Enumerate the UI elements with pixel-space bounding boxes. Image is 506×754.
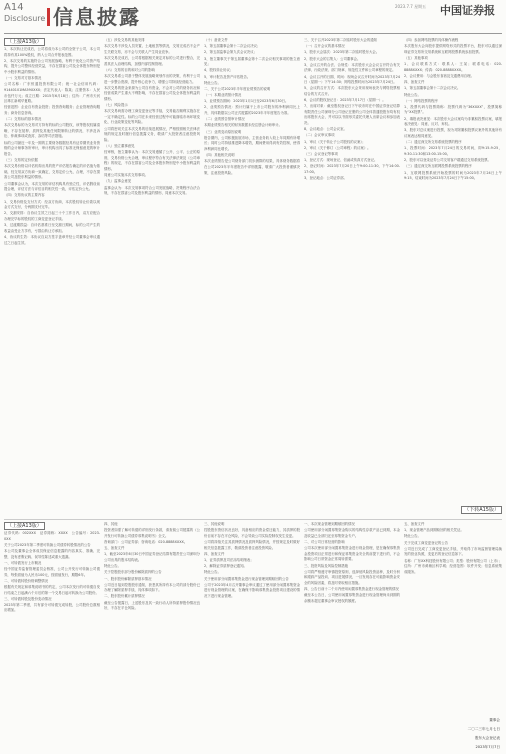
issue-date: 2023.7.7 星期五 [395,4,427,9]
paragraph: 1、会议联系方式：联系人：王某；联系电话：020-8888XXXX；传真：020-8888XXXX。 [404,62,502,72]
section-name-en: Disclosure [4,14,46,23]
paragraph: 关于控股股东部分股份解除质押的公告 [104,570,162,575]
paragraph: 五、备查文件 [104,546,125,551]
paragraph: 1、证券质押及司法冻结明细表； [204,557,254,562]
paragraph: 四、备查文件 [404,80,425,85]
paragraph: 本次股东大会向股东提供网络形式的投票平台，股东可以通过深圳证券交易所交易系统和互联网投票系统参加投票。 [404,44,502,54]
paragraph: 1、第五届董事会第十二次会议决议。 [404,86,461,91]
section-divider [4,519,502,520]
paragraph: 2、审议《关于修订〈公司章程〉的议案》。 [304,145,371,150]
paragraph: 2、填报表决意见：本次股东大会议案均为非累积投票议案，填报表决意见：同意、反对、弃权。 [404,116,502,127]
text-column-2 [104,522,200,745]
disclosure-notice-lower [4,522,502,750]
paragraph: 公司将持续关注其质押情况及质押风险情况，并按规定及时做好相关信息披露工作，敬请投资者注意投资风险。 [204,539,300,550]
paragraph: 根据有关规定和募集说明书的约定，公司本次发行的可转债自发行结束之日起满六个月后的第一个交易日起可转换为公司股份。 [4,584,100,595]
paragraph: 四、其他 [104,522,118,526]
text-column-1 [4,47,100,515]
newspaper-masthead: 中国证券报 [440,4,495,17]
paragraph: （五）涉及交易的其他安排 [104,38,145,42]
paragraph: 二、对公司日常经营的影响 [304,539,345,544]
page-code: A14 [4,2,24,13]
paragraph: 报告期内，公司积极拓展市场，主营业务收入较上年同期有所增长；同时公司持续推进降本增效，期间费用得到有效控制，使得净利润同比增长。 [204,135,300,151]
text-column-3 [204,38,300,515]
section-name-cn: 信息披露 [53,5,141,29]
paragraph: 二、股东股份累计质押情况 [104,594,145,599]
paragraph: 投资者如需了解可转债的详细发行条款，请查阅公司披露的《公开发行可转换公司债券募集说明书》全文。 [104,528,200,538]
paragraph: 特此公告。 [404,92,421,97]
paragraph: 四、公告日前十二个月内使用闲置募集资金进行现金管理的情况 [304,587,399,592]
disclosure-notice-upper [4,38,502,518]
paragraph: 3、登记地点：公司证券部。 [304,176,347,181]
paragraph: 1、业绩预告期间：2023年1月1日至2023年6月30日。 [204,99,289,104]
text-column-5 [404,38,502,504]
paragraph: 本期业绩预告相关的财务数据未经注册会计师审计。 [204,123,282,128]
paragraph: 5、审计报告及资产评估报告。 [204,74,251,79]
paragraph: 一、股东股份解除质押基本情况 [104,576,152,581]
paragraph: 董事会 [489,717,500,722]
paragraph: 1、登记方式：现场登记、信函或传真方式登记。 [304,158,378,163]
paragraph: 5、会议的召开方式：本次股东大会采用现场表决与网络投票相结合的方式召开。 [304,86,400,96]
paragraph: 二、关于公司2023年半年度业绩预告的说明 [204,86,271,91]
paragraph: 四、备查文件 [204,551,225,556]
paragraph: 1、现金管理产品到期赎回的相关凭证。 [404,528,464,533]
paragraph: 股东大会登记表 [474,735,500,740]
paragraph: 2、股东大会的召集人：公司董事会。 [304,56,361,61]
paragraph: 3、会议召开的合法、合规性：本次股东大会会议召开符合有关法律、行政法规、部门规章、规范性文件和公司章程的规定。 [304,62,400,73]
header-rule [4,33,502,34]
text-column-3 [204,522,300,745]
paragraph: 证券代码：002XXX 证券简称：XXXX 公告编号：2023-0XX [4,531,100,541]
paragraph: （二）通过深交所交易系统投票的程序 [404,140,462,145]
paragraph: （九）监事会意见 [104,179,132,184]
page-header [0,0,506,36]
paragraph: 本次交易系公司基于整体发展战略规划作出的决策，有利于公司进一步整合资源，提升核心竞争力，增强公司持续经营能力。 [104,73,200,84]
paragraph: 本次交易的资金来源为公司自有资金，不会对公司的财务状况和经营成果产生重大不利影响，不存在损害公司及全体股东利益的情形。 [104,85,200,101]
paragraph: 特此公告。 [204,80,221,85]
paragraph: 公司于2023年4月召开董事会审议通过了使用部分闲置募集资金进行现金管理的议案，在确保不影响募集资金投资项目建设的情况下进行现金管理。 [204,582,300,598]
paragraph: 4、会议召开的日期、时间：现场会议召开时间为2023年7月24日（星期一）下午14:30；网络投票时间为2023年7月24日。 [304,74,400,85]
paragraph: 三、投资风险及风险控制措施 [304,563,349,568]
paragraph: 本次交易完成后，公司将根据相关规定对标的公司进行整合，完善其法人治理结构，加强内部控制管理。 [104,55,200,66]
paragraph: 本次业绩预告是公司财务部门初步测算的结果，具体财务数据将在公司2023年半年度报告中详细披露，敬请广大投资者谨慎决策，注意投资风险。 [204,159,300,175]
paragraph: （十）备查文件 [204,38,228,42]
paragraph: （一）本期业绩预计情况 [204,93,242,98]
paragraph: （二）会议审议事项 [304,133,335,138]
paragraph: 截至本公告日，公司使用闲置募集资金进行现金管理尚未到期的余额未超过董事会审议授权的额度。 [304,593,400,603]
signature-block [376,714,500,754]
paragraph: 咨询部门：公司证券部；咨询电话：020-8888XXXX。 [104,539,188,544]
paragraph: 2、股东可以登录证券公司交易客户端通过交易系统投票。 [404,158,491,163]
text-column-1 [4,531,100,745]
paragraph: 公司近日接到控股股东通知，获悉其所持有本公司的部分股份已办理了解除质押手续，具体事项如下。 [104,582,200,593]
paragraph: （三）业绩变动原因说明 [204,129,242,134]
paragraph: 1、第五届董事会第十二次会议决议； [204,44,261,49]
paragraph: 二〇二三年七月七日 [467,726,500,731]
paragraph: 公司近日完成了工商变更登记手续，并取得了市场监督管理局换发的营业执照，变更后的登记信息如下。 [404,546,502,557]
paragraph: 3、股东对总议案进行投票，视为对除累积投票议案外的其他所有议案表达相同意见。 [404,128,502,139]
continuation-label: （上接A13版） [4,522,45,530]
paragraph: 4、股权转让协议； [204,68,234,73]
paragraph: 3、独立董事关于第五届董事会第十二次会议相关事项的独立意见； [204,56,300,67]
paragraph: 本次交易标的为交易对方持有的标的公司股权，该等股权权属清晰，不存在抵押、质押及其他任何限制转让的情况，不涉及诉讼、仲裁事项或查封、冻结等司法措施。 [4,123,100,139]
paragraph: 截至公告披露日，上述股东及其一致行动人所持质押股份情况良好，不存在平仓风险。 [104,600,200,611]
paragraph: 公司名称：广东恒通投资有限公司；统一社会信用代码：91440101MA59XXXX；法定代表人：陈某；注册资本：人民币伍仟万元；成立日期：2015年6月18日；住所：广州市天河区珠江新城华夏路。 [4,82,100,104]
paragraph: 4、协议的生效：本协议自双方签字盖章并经公司董事会审议通过之日起生效。 [4,234,100,245]
paragraph: （一）交易对方基本情况 [4,76,42,81]
paragraph: 一、可转债发行上市概况 [4,560,42,565]
paragraph: （五）其他事项 [404,55,428,60]
paragraph: （一）召开会议的基本情况 [304,44,345,49]
paragraph: 本次交易尚需办理工商变更登记等手续，交易能否顺利实施存在一定不确定性。标的公司在未来经营过程中可能面临市场环境变化、行业政策变化等风险。 [104,109,200,125]
paragraph: 公司董事会认为，本次交易的评估机构具有独立性，评估假设前提合理，评估方法与评估目的相关性一致，评估定价公允。 [4,181,100,192]
paragraph: 1、截至2023年6月30日中国证券登记结算有限责任公司深圳分公司出具的股本结构表。 [104,552,200,562]
paragraph: （二）交易标的基本情况 [4,117,42,122]
paragraph: 本次交易不涉及人员安置、土地租赁等情况，交易完成后不会产生关联交易，亦不会与关联人产生同业竞争。 [104,44,200,54]
paragraph: 关于使用部分闲置募集资金进行现金管理到期赎回的公告 [204,576,289,581]
paragraph: 公司使用部分闲置募集资金购买的结构性存款产品已到期，本金及收益已全部归还至募集资金专户。 [304,528,400,538]
paragraph: 1、股东大会届次：2023年第二次临时股东大会。 [304,50,380,55]
text-column-4 [304,38,400,515]
paragraph: （四）参加网络投票的具体操作流程 [404,38,459,42]
paragraph: 特此公告。 [404,534,421,539]
paragraph: 2、登记时间：2023年7月20日上午9:00-11:30，下午14:00-17:00。 [304,164,400,174]
paragraph: 公司本次使用部分闲置募集资金进行现金管理，是在确保募集资金投资项目正常进行和保证募集资金安全的前提下进行的，不会影响公司日常资金正常周转需要。 [304,546,400,562]
paragraph: 控股股东资信状况良好，具备相应的资金偿还能力，其质押的股份目前不存在平仓风险，不会导致公司实际控制权发生变更。 [204,528,300,538]
paragraph: 关于完成工商变更登记的公告 [404,540,449,545]
paragraph: 标的公司最近一年及一期的主要财务数据经具有证券期货业务资格的会计师事务所审计，审计机构出具了标准无保留意见的审计报告。 [4,140,100,156]
paragraph: 2、第五届监事会第九次会议决议； [204,50,258,55]
paragraph: 关于公司2023年第二季度可转换公司债券转股情况的公告 [4,542,91,547]
paragraph: 1、本次转让完成后，公司将成为本公司的全资子公司，本公司将持有其100%股权，纳入公司合并报表范围。 [4,47,100,57]
paragraph: 一、本次现金管理到期赎回的情况 [304,522,355,526]
paragraph: 二、可转债转股价格调整情况 [4,578,49,583]
paragraph: 1、投票代码与投票简称：投票代码为“36XXXX”，投票简称为“XX投票”。 [404,104,502,115]
paragraph: 三、关于召开2023年第二次临时股东大会的通知 [304,38,378,42]
paragraph: 1、投票时间：2023年7月24日的交易时间，即9:15-9:25，9:30-11:30和13:00-15:00。 [404,146,502,156]
paragraph: 2、会议费用：与会股东食宿及交通费用自理。 [404,73,474,78]
paragraph: 2、业绩预告情况：预计归属于上市公司股东的净利润同比上升，具体数据以公司正式披露的2023年半年度报告为准。 [204,105,300,116]
paragraph: （一）网络投票的程序 [404,98,438,103]
paragraph: 公司将密切关注本次交易的后续进展情况，严格按照相关法律法规的规定及时履行信息披露义务，敬请广大投资者注意投资风险。 [104,126,200,142]
paragraph: 特此公告。 [104,564,121,569]
paragraph: 三、可转债转股及股份变动情况 [4,596,52,601]
paragraph: 2、交割安排：自协议生效之日起三十个工作日内，双方应配合办理完毕标的股权的工商变更登记手续。 [4,211,100,221]
paragraph: （八）独立董事意见 [104,144,135,149]
paragraph: （三）交易的定价依据 [4,158,38,163]
paragraph: 经审核，独立董事认为：本次交易遵循了公开、公平、公正的原则，交易价格公允合理，审议程序符合有关法律法规及《公司章程》的规定，不存在损害公司及全体股东特别是中小股东利益的情形。 [104,150,200,171]
paragraph: 特此公告。 [204,570,221,575]
paragraph: 2023年第二季度，共有部分可转债完成转股，公司股份总数相应增加。 [4,602,100,613]
paragraph: 名称：广东XX科技股份有限公司；类型：股份有限公司（上市）；住所：广州市黄埔区科学城；经营范围：软件开发；信息系统集成服务。 [404,558,502,574]
paragraph: 本公司及董事会全体成员保证信息披露的内容真实、准确、完整，没有虚假记载、误导性陈述或重大遗漏。 [4,548,100,559]
paragraph: 公司将严格遵守审慎投资原则，选择低风险投资品种，及时分析和跟踪产品投向、项目进展情况，一旦发现存在可能影响资金安全的风险因素，将及时采取相应措施。 [304,569,400,585]
paragraph: 经营范围：企业自有资金投资；投资咨询服务；企业管理咨询服务；商务信息咨询。 [4,105,100,115]
paragraph: （六）交易的目的和对公司的影响 [104,67,155,72]
paragraph: 1、审议《关于转让子公司股权的议案》； [304,139,366,144]
paragraph: 本次交易价格以评估机构出具的资产评估报告确定的评估值为基础，经交易双方协商一致确定，交易定价公允、合理，不存在损害公司及股东利益的情形。 [4,164,100,180]
paragraph: 2、本次交易的实施符合公司发展战略，有利于优化公司资产结构，提升公司整体经营效益，不存在损害公司及全体股东特别是中小股东利益的情形。 [4,58,100,74]
text-column-4 [304,522,400,745]
paragraph: 经中国证券监督管理委员会核准，公司公开发行可转换公司债券，每张面值为人民币100元，按面值发行，期限6年。 [4,566,100,577]
paragraph: 6、会议的股权登记日：2023年7月17日（星期一）。 [304,98,386,103]
paragraph: （三）通过深交所互联网投票系统投票的程序 [404,164,472,169]
paragraph: （三）会议登记等事项 [304,152,338,156]
paragraph: （七）风险提示 [104,103,128,108]
paragraph: 7、出席对象：截至股权登记日下午收市时在中国证券登记结算有限责任公司深圳分公司登记在册的公司全体普通股股东均有权出席股东大会，并可以以书面形式委托代理人出席会议和参加表决。 [304,104,400,126]
paragraph: 1、交易价格及支付方式：经双方协商，本次股权转让价款以现金方式支付，分两期支付完毕。 [4,199,100,210]
paragraph: （四）其他相关说明 [204,153,235,158]
paragraph: 五、备查文件 [404,522,425,526]
paragraph: 3、过渡期损益：自评估基准日至交割日期间，标的公司产生的收益由受让方享有，亏损由转让方承担。 [4,223,100,233]
paragraph: 8、会议地点：公司会议室。 [304,127,347,132]
paragraph: （二）业绩预告预审计情况 [204,117,245,122]
text-column-2 [104,38,200,515]
paragraph: （四）交易协议的主要内容 [4,193,45,198]
text-column-5 [404,522,502,712]
paragraph: 监事会认为：本次交易事项符合公司发展战略，决策程序合法合规，不存在损害公司及股东利益的情形，同意本次交易。 [104,185,200,196]
paragraph: 1、互联网投票系统开始投票的时间为2023年7月24日上午9:15，结束时间为2023年7月24日下午15:00。 [404,170,502,181]
paragraph: 2023年7月7日 [475,745,500,750]
paragraph: 三、其他说明 [204,522,225,526]
continued-on-label: （下转A15版） [461,506,502,514]
continuation-label: （上接A13版） [4,38,45,46]
paragraph: 2、解除证券质押登记通知。 [204,564,247,569]
paragraph: 同意公司实施本次交易事项。 [104,173,149,178]
